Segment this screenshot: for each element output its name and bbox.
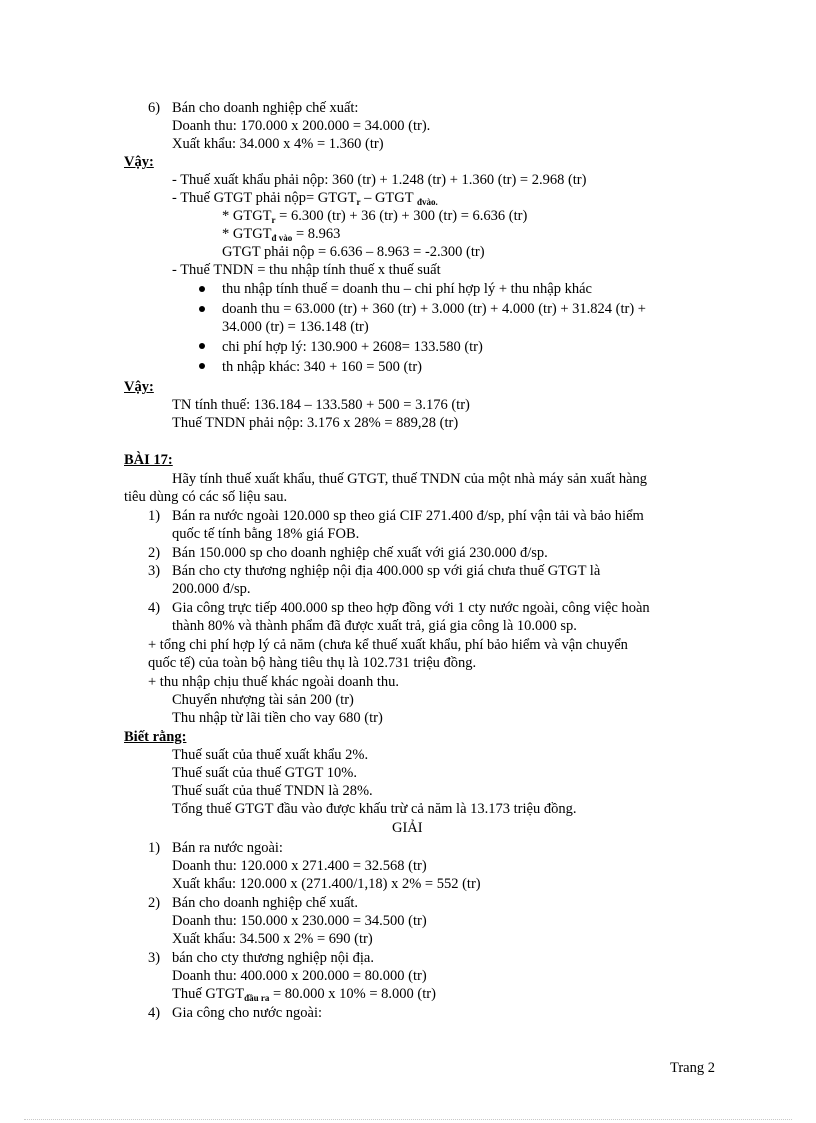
exercise-intro: Hãy tính thuế xuất khẩu, thuế GTGT, thuế TNDN của một nhà máy sản xuất hàng [172,471,648,487]
bullet-icon [199,363,205,369]
cost-note-cont: quốc tế) của toàn bộ hàng tiêu thụ là 102.731 triệu đồng. [148,655,477,671]
given-heading: Biết rằng: [124,729,187,745]
list-item: Gia công trực tiếp 400.000 sp theo hợp đồng với 1 cty nước ngoài, công việc hoàn [172,600,650,616]
list-number: 6) [148,100,161,116]
solution-line: Thuế $GTGT_{đầu ra} = 80.000$ x 10% = 8.000 (tr) [172,986,436,1003]
bullet-costs: chi phí hợp lý: 130.900 + 2608= 133.580 (tr) [222,339,483,355]
vat-output-line: * $GTGT_r = 6.300$ (tr) + 36 (tr) + 300 (tr) = 6.636 (tr) [222,208,528,225]
list-number: 4) [148,600,161,616]
other-income-item: Thu nhập từ lãi tiền cho vay 680 (tr) [172,710,383,726]
list-item: Bán 150.000 sp cho doanh nghiệp chế xuất với giá 230.000 đ/sp. [172,545,548,561]
list-number: 1) [148,508,161,524]
bullet-other-income: th nhập khác: 340 + 160 = 500 (tr) [222,359,422,375]
rate-line: Thuế suất của thuế TNDN là 28%. [172,783,373,799]
part6-revenue: Doanh thu: 170.000 x 200.000 = 34.000 (tr). [172,118,431,134]
cost-note: + tổng chi phí hợp lý cả năm (chưa kể thuế xuất khẩu, phí bảo hiểm và vận chuyển [148,637,628,653]
part6-title: Bán cho doanh nghiệp chế xuất: [172,100,359,116]
solution-line: Doanh thu: 150.000 x 230.000 = 34.500 (tr) [172,913,427,929]
solution-line: Doanh thu: 400.000 x 200.000 = 80.000 (tr) [172,968,427,984]
vat-payable-result: GTGT phải nộp = 6.636 – 8.963 = -2.300 (tr) [222,244,485,260]
rate-line: Tổng thuế GTGT đầu vào được khấu trừ cả năm là 13.173 triệu đồng. [172,801,577,817]
solution-heading: GIẢI [392,820,423,836]
bullet-revenue: doanh thu = 63.000 (tr) + 360 (tr) + 3.000 (tr) + 4.000 (tr) + 31.824 (tr) + [222,301,646,317]
conclusion-heading: Vậy: [124,379,154,395]
cit-formula: - Thuế TNDN = thu nhập tính thuế x thuế suất [172,262,441,278]
rate-line: Thuế suất của thuế xuất khẩu 2%. [172,747,369,763]
page-number: Trang 2 [670,1060,715,1076]
list-item-cont: quốc tế tính bằng 18% giá FOB. [172,526,360,542]
taxable-income-result: TN tính thuế: 136.184 – 133.580 + 500 = 3.176 (tr) [172,397,470,413]
list-number: 2) [148,895,161,911]
solution-line: Xuất khẩu: 34.500 x 2% = 690 (tr) [172,931,373,947]
page-bottom-divider [24,1119,792,1120]
solution-item: Bán cho doanh nghiệp chế xuất. [172,895,359,911]
exercise-intro-cont: tiêu dùng có các số liệu sau. [124,489,288,505]
bullet-icon [199,306,205,312]
other-income-item: Chuyển nhượng tài sản 200 (tr) [172,692,354,708]
bullet-taxable-income: thu nhập tính thuế = doanh thu – chi phí hợp lý + thu nhập khác [222,281,592,297]
solution-item: Gia công cho nước ngoài: [172,1005,323,1021]
bullet-revenue-cont: 34.000 (tr) = 136.148 (tr) [222,319,369,335]
list-item-cont: 200.000 đ/sp. [172,581,251,597]
list-number: 3) [148,563,161,579]
bullet-icon [199,286,205,292]
list-item: Bán ra nước ngoài 120.000 sp theo giá CIF 271.400 đ/sp, phí vận tải và bảo hiểm [172,508,644,524]
list-number: 4) [148,1005,161,1021]
rate-line: Thuế suất của thuế GTGT 10%. [172,765,357,781]
conclusion-heading: Vậy: [124,154,154,170]
vat-input-line: * $GTGT_{đ vào} = 8.963$ [222,226,341,243]
solution-line: Xuất khẩu: 120.000 x (271.400/1,18) x 2% = 552 (tr) [172,876,481,892]
exercise-heading: BÀI 17: [124,452,173,468]
list-number: 3) [148,950,161,966]
list-item: Bán cho cty thương nghiệp nội địa 400.000 sp với giá chưa thuế GTGT là [172,563,601,579]
solution-item: Bán ra nước ngoài: [172,840,283,856]
cit-payable-result: Thuế TNDN phải nộp: 3.176 x 28% = 889,28 (tr) [172,415,459,431]
part6-export: Xuất khẩu: 34.000 x 4% = 1.360 (tr) [172,136,384,152]
list-number: 1) [148,840,161,856]
solution-item: bán cho cty thương nghiệp nội địa. [172,950,374,966]
list-number: 2) [148,545,161,561]
export-tax-line: - Thuế xuất khẩu phải nộp: 360 (tr) + 1.248 (tr) + 1.360 (tr) = 2.968 (tr) [172,172,587,188]
other-income-note: + thu nhập chịu thuế khác ngoài doanh thu. [148,674,399,690]
list-item-cont: thành 80% và thành phẩm đã được xuất trả, giá gia công là 10.000 sp. [172,618,577,634]
bullet-icon [199,343,205,349]
solution-line: Doanh thu: 120.000 x 271.400 = 32.568 (tr) [172,858,427,874]
vat-payable-line: - Thuế GTGT phải nộp= $GTGT_r$ – GTGT $_{đvào.}$ [172,190,438,207]
